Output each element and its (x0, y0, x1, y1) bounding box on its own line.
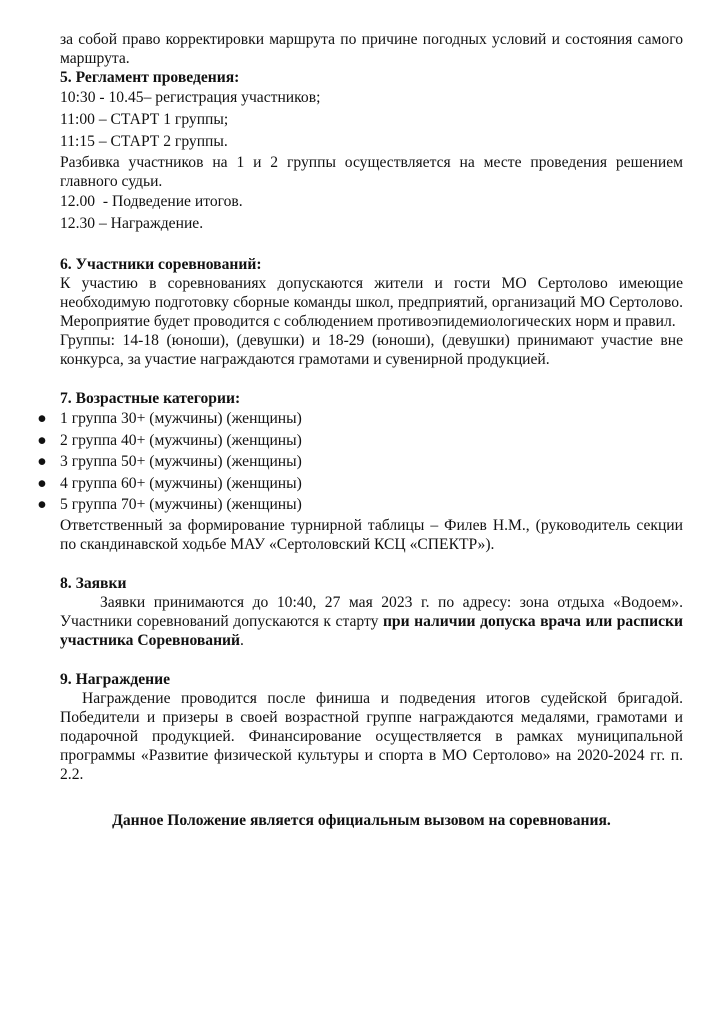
schedule-list (60, 87, 683, 153)
bullet-icon: ● (37, 496, 47, 513)
list-item (37, 451, 683, 473)
age-category-text: 5 группа 70+ (мужчины) (женщины) (60, 496, 302, 513)
schedule-line-registration: 10:30 - 10.45– регистрация участников; (60, 89, 321, 106)
bullet-icon: ● (37, 410, 47, 427)
bullet-icon: ● (37, 453, 47, 470)
age-category-list (37, 408, 683, 516)
section-5-schedule (60, 68, 683, 235)
awards-paragraph: Награждение проводится после финиша и подведения итогов судейской бригадой. Победители и призеры в своей возрастной группе награждаются медалями, грамотами и подарочной продукцией. Финансирование осуществляется в рамках муниципальной программы «Развитие физической культуры и спорта в МО Сертолово» на 2020-2024 гг. п. 2.2. (60, 689, 683, 783)
schedule-list-2 (60, 191, 683, 235)
schedule-line-start-2: 11:15 – СТАРТ 2 группы. (60, 133, 228, 150)
participants-paragraph: К участию в соревнованиях допускаются жители и гости МО Сертолово имеющие необходимую подготовку сборные команды школ, предприятий, организаций МО Сертолово. Мероприятие будет проводится с соблюдением противоэпидемиологических норм и правил. (60, 275, 683, 330)
applications-end: . (240, 631, 244, 649)
section-6-participants (60, 255, 683, 369)
section-8-heading: 8. Заявки (60, 574, 127, 592)
list-item (37, 430, 683, 452)
section-8-applications (60, 574, 683, 650)
bullet-icon: ● (37, 474, 47, 492)
bullet-icon: ● (37, 431, 47, 449)
list-item (37, 473, 683, 495)
list-item (37, 408, 683, 430)
schedule-line-awards: 12.30 – Награждение. (60, 215, 204, 232)
closing-statement: Данное Положение является официальным вызовом на соревнования. (112, 811, 611, 829)
section-7-heading: 7. Возрастные категории: (60, 390, 241, 407)
section-9-heading: 9. Награждение (60, 670, 171, 688)
schedule-line-start-1: 11:00 – СТАРТ 1 группы; (60, 111, 229, 128)
section-7-age-categories (37, 389, 683, 554)
age-category-text: 4 группа 60+ (мужчины) (женщины) (60, 474, 302, 492)
section-6-heading: 6. Участники соревнований: (60, 256, 262, 273)
age-category-text: 2 группа 40+ (мужчины) (женщины) (60, 431, 302, 449)
list-item (37, 494, 683, 516)
age-category-text: 1 группа 30+ (мужчины) (женщины) (60, 410, 302, 427)
responsible-paragraph: Ответственный за формирование турнирной таблицы – Филев Н.М., (руководитель секции по скандинавской ходьбе МАУ «Сертоловский КСЦ «СПЕКТР»). (60, 516, 683, 553)
section-9-awards (60, 670, 683, 784)
section-5-heading: 5. Регламент проведения: (60, 69, 240, 86)
youth-groups-paragraph: Группы: 14-18 (юноши), (девушки) и 18-29 (юноши), (девушки) принимают участие вне конкурса, за участие награждаются грамотами и сувенирной продукцией. (60, 332, 683, 368)
groups-split-note: Разбивка участников на 1 и 2 группы осуществляется на месте проведения решением главного судьи. (60, 154, 683, 190)
applications-paragraph (60, 593, 683, 650)
schedule-line-results: 12.00 - Подведение итогов. (60, 193, 243, 210)
intro-paragraph: за собой право корректировки маршрута по причине погодных условий и состояния самого маршрута. (60, 31, 683, 67)
age-category-text: 3 группа 50+ (мужчины) (женщины) (60, 453, 302, 470)
applications-text: Заявки принимаются до 10:40, 27 мая 2023 г. по адресу: зона отдыха «Водоем». Участники соревнований допускаются к старту (60, 593, 683, 630)
applications-bold-condition: при наличии допуска врача или расписки участника Соревнований (60, 612, 683, 649)
